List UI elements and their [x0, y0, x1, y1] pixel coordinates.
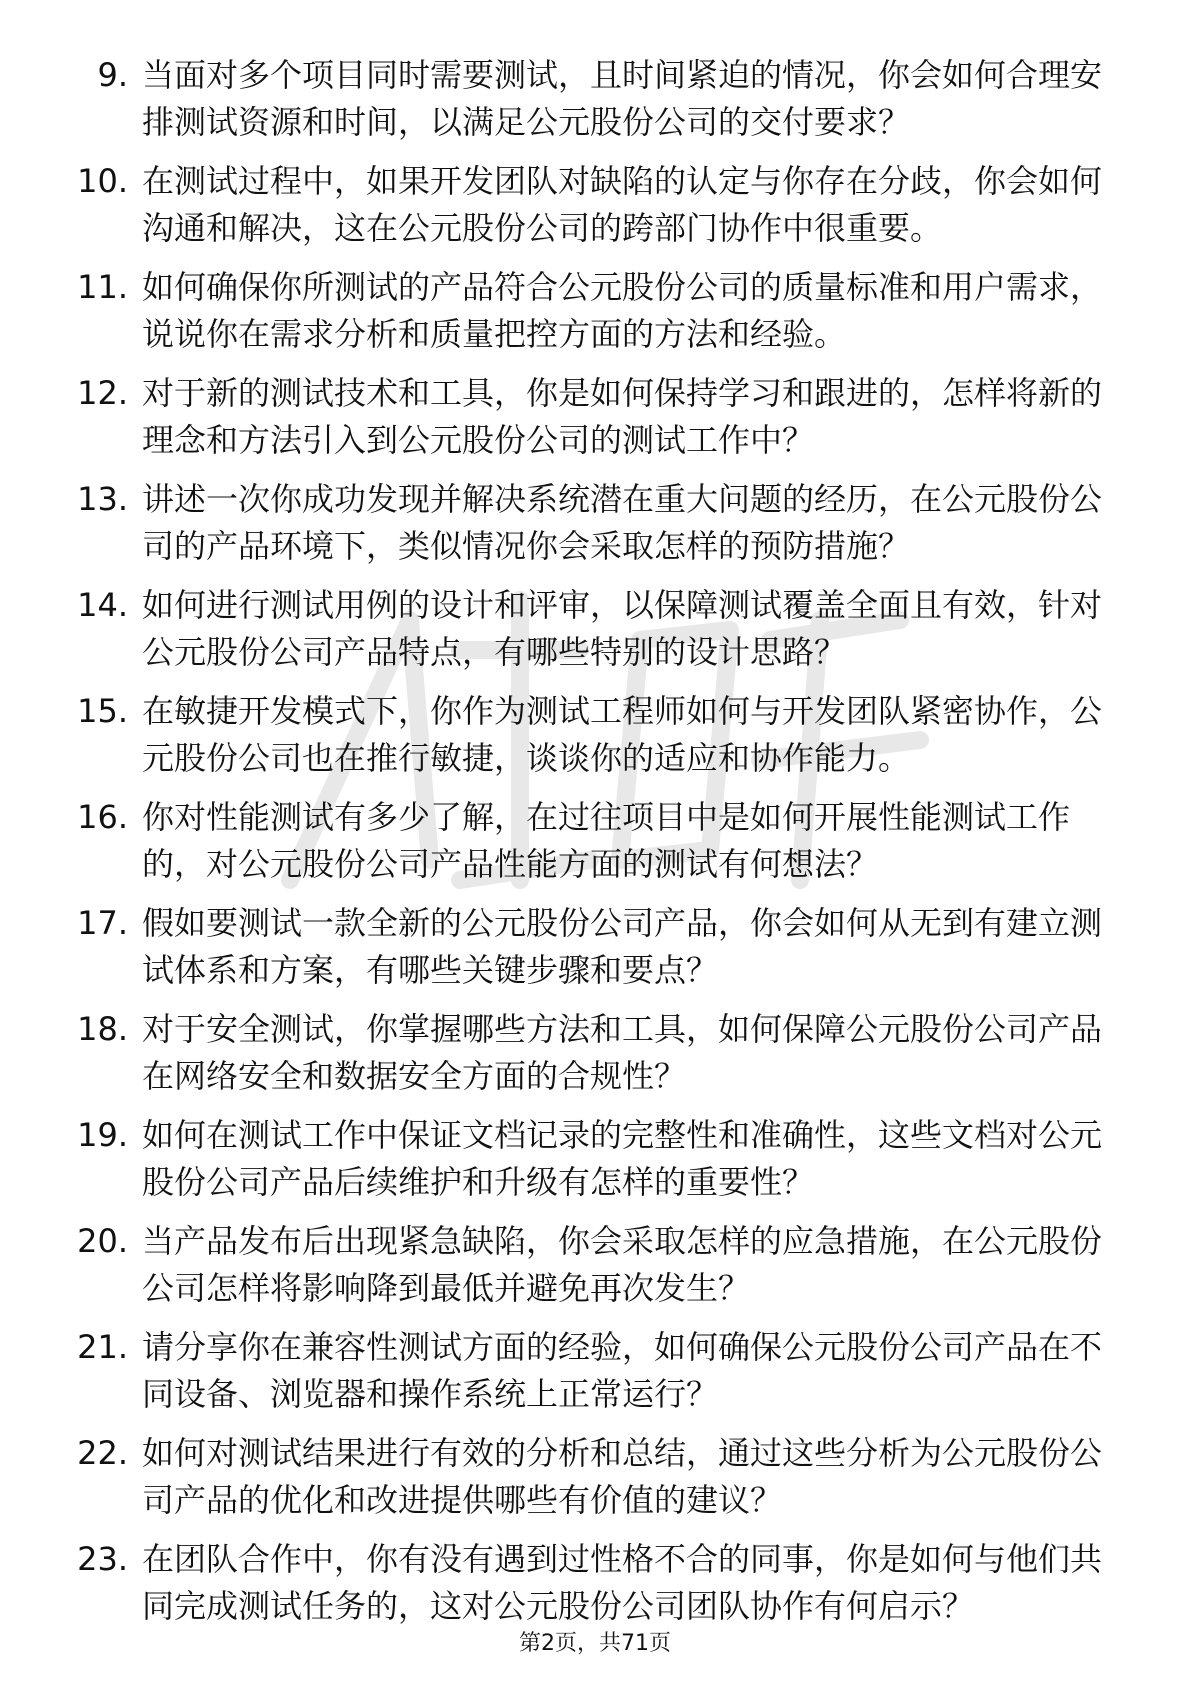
question-text: 当面对多个项目同时需要测试，且时间紧迫的情况，你会如何合理安排测试资源和时间，以满足公元股份公司的交付要求？ [142, 56, 1103, 141]
question-text: 对于安全测试，你掌握哪些方法和工具，如何保障公元股份公司产品在网络安全和数据安全方面的合规性？ [142, 1010, 1103, 1095]
question-text: 如何在测试工作中保证文档记录的完整性和准确性，这些文档对公元股份公司产品后续维护和升级有怎样的重要性？ [142, 1116, 1103, 1201]
question-number: 18. [77, 1010, 128, 1048]
interview-question-list [60, 52, 1130, 1642]
question-item [60, 900, 1130, 1006]
question-number: 9. [97, 56, 128, 94]
page-number-label: 第2页，共71页 [519, 1631, 671, 1656]
question-number: 19. [77, 1116, 128, 1154]
question-number: 12. [77, 374, 128, 412]
question-item [60, 158, 1130, 264]
question-text: 假如要测试一款全新的公元股份公司产品，你会如何从无到有建立测试体系和方案，有哪些关键步骤和要点？ [142, 904, 1103, 989]
question-text: 你对性能测试有多少了解，在过往项目中是如何开展性能测试工作的，对公元股份公司产品性能方面的测试有何想法？ [142, 798, 1071, 883]
question-item [60, 1324, 1130, 1430]
question-item [60, 794, 1130, 900]
question-text: 如何对测试结果进行有效的分析和总结，通过这些分析为公元股份公司产品的优化和改进提供哪些有价值的建议？ [142, 1434, 1103, 1519]
page-footer [0, 1626, 1190, 1657]
question-text: 在测试过程中，如果开发团队对缺陷的认定与你存在分歧，你会如何沟通和解决，这在公元股份公司的跨部门协作中很重要。 [142, 162, 1103, 247]
question-text: 如何进行测试用例的设计和评审，以保障测试覆盖全面且有效，针对公元股份公司产品特点，有哪些特别的设计思路？ [142, 586, 1103, 671]
question-item [60, 688, 1130, 794]
question-item [60, 1006, 1130, 1112]
question-number: 23. [77, 1540, 128, 1578]
question-number: 15. [77, 692, 128, 730]
question-text: 请分享你在兼容性测试方面的经验，如何确保公元股份公司产品在不同设备、浏览器和操作系统上正常运行？ [142, 1328, 1103, 1413]
question-item [60, 1112, 1130, 1218]
question-item [60, 1218, 1130, 1324]
question-text: 在敏捷开发模式下，你作为测试工程师如何与开发团队紧密协作，公元股份公司也在推行敏捷，谈谈你的适应和协作能力。 [142, 692, 1103, 777]
question-number: 16. [77, 798, 128, 836]
question-number: 21. [77, 1328, 128, 1366]
question-item [60, 52, 1130, 158]
question-item [60, 370, 1130, 476]
question-text: 对于新的测试技术和工具，你是如何保持学习和跟进的，怎样将新的理念和方法引入到公元股份公司的测试工作中？ [142, 374, 1103, 459]
question-item [60, 476, 1130, 582]
question-number: 20. [77, 1222, 128, 1260]
question-number: 11. [77, 268, 128, 306]
question-text: 在团队合作中，你有没有遇到过性格不合的同事，你是如何与他们共同完成测试任务的，这对公元股份公司团队协作有何启示？ [142, 1540, 1103, 1625]
question-text: 如何确保你所测试的产品符合公元股份公司的质量标准和用户需求，说说你在需求分析和质量把控方面的方法和经验。 [142, 268, 1103, 353]
question-item [60, 582, 1130, 688]
question-item [60, 1430, 1130, 1536]
question-number: 14. [77, 586, 128, 624]
question-number: 10. [77, 162, 128, 200]
question-text: 当产品发布后出现紧急缺陷，你会采取怎样的应急措施，在公元股份公司怎样将影响降到最低并避免再次发生？ [142, 1222, 1103, 1307]
question-number: 13. [77, 480, 128, 518]
question-number: 17. [77, 904, 128, 942]
question-text: 讲述一次你成功发现并解决系统潜在重大问题的经历，在公元股份公司的产品环境下，类似情况你会采取怎样的预防措施？ [142, 480, 1103, 565]
question-number: 22. [77, 1434, 128, 1472]
question-item [60, 264, 1130, 370]
